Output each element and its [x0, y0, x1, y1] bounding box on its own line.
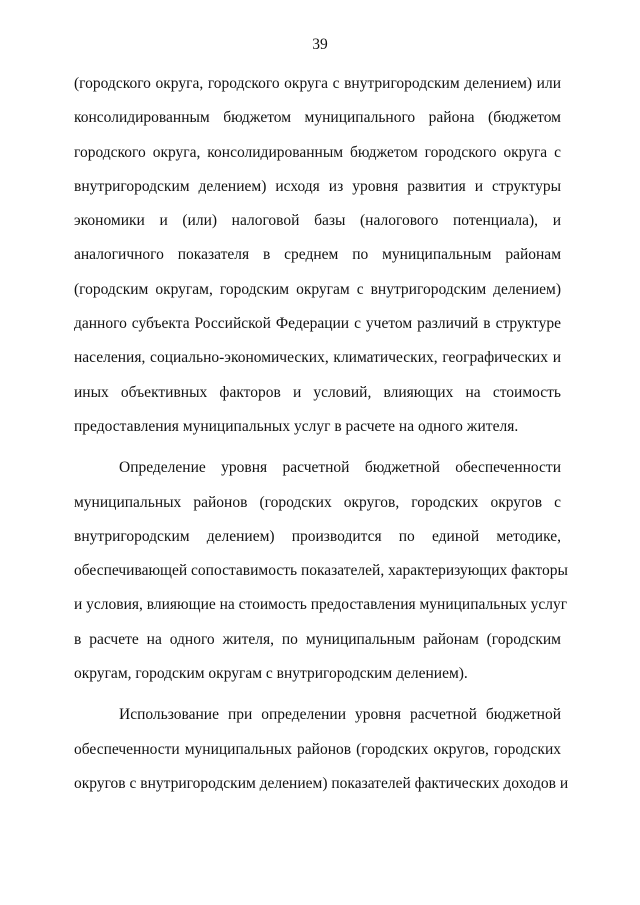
text-line: данного субъекта Российской Федерации с учетом различий в структуре: [74, 315, 561, 333]
text-line: иных объективных факторов и условий, влияющих на стоимость: [74, 383, 561, 401]
text-line: Использование при определении уровня расчетной бюджетной: [119, 706, 561, 724]
text-line: (городским округам, городским округам с внутригородским делением): [74, 280, 561, 298]
paragraph-1: [74, 67, 561, 444]
text-line: внутригородским делением) производится по единой методике,: [74, 527, 561, 545]
text-line: населения, социально-экономических, климатических, географических и: [74, 349, 561, 367]
paragraph-2: [74, 451, 568, 691]
text-line: экономики и (или) налоговой базы (налогового потенциала), и: [74, 212, 561, 230]
text-line: в расчете на одного жителя, по муниципальным районам (городским: [74, 630, 561, 648]
text-line: предоставления муниципальных услуг в расчете на одного жителя.: [74, 417, 519, 435]
text-line: (городского округа, городского округа с внутригородским делением) или: [74, 75, 561, 92]
paragraph-3: [74, 698, 569, 801]
text-line: обеспеченности муниципальных районов (городских округов, городских: [74, 740, 561, 758]
text-line: муниципальных районов (городских округов, городских округов с: [74, 493, 561, 511]
text-line: внутригородским делением) исходя из уровня развития и структуры: [74, 177, 561, 195]
text-line: городского округа, консолидированным бюджетом городского округа с: [74, 143, 561, 161]
text-line: округам, городским округам с внутригородским делением).: [74, 665, 468, 683]
text-line: обеспечивающей сопоставимость показателей, характеризующих факторы: [74, 562, 568, 580]
page-number: 39: [312, 36, 328, 53]
body-text: [74, 67, 569, 801]
text-line: Определение уровня расчетной бюджетной обеспеченности: [119, 459, 561, 477]
text-line: аналогичного показателя в среднем по муниципальным районам: [74, 246, 561, 264]
text-line: и условия, влияющие на стоимость предоставления муниципальных услуг: [74, 596, 568, 614]
text-line: консолидированным бюджетом муниципального района (бюджетом: [74, 109, 561, 127]
text-line: округов с внутригородским делением) показателей фактических доходов и: [74, 774, 569, 792]
